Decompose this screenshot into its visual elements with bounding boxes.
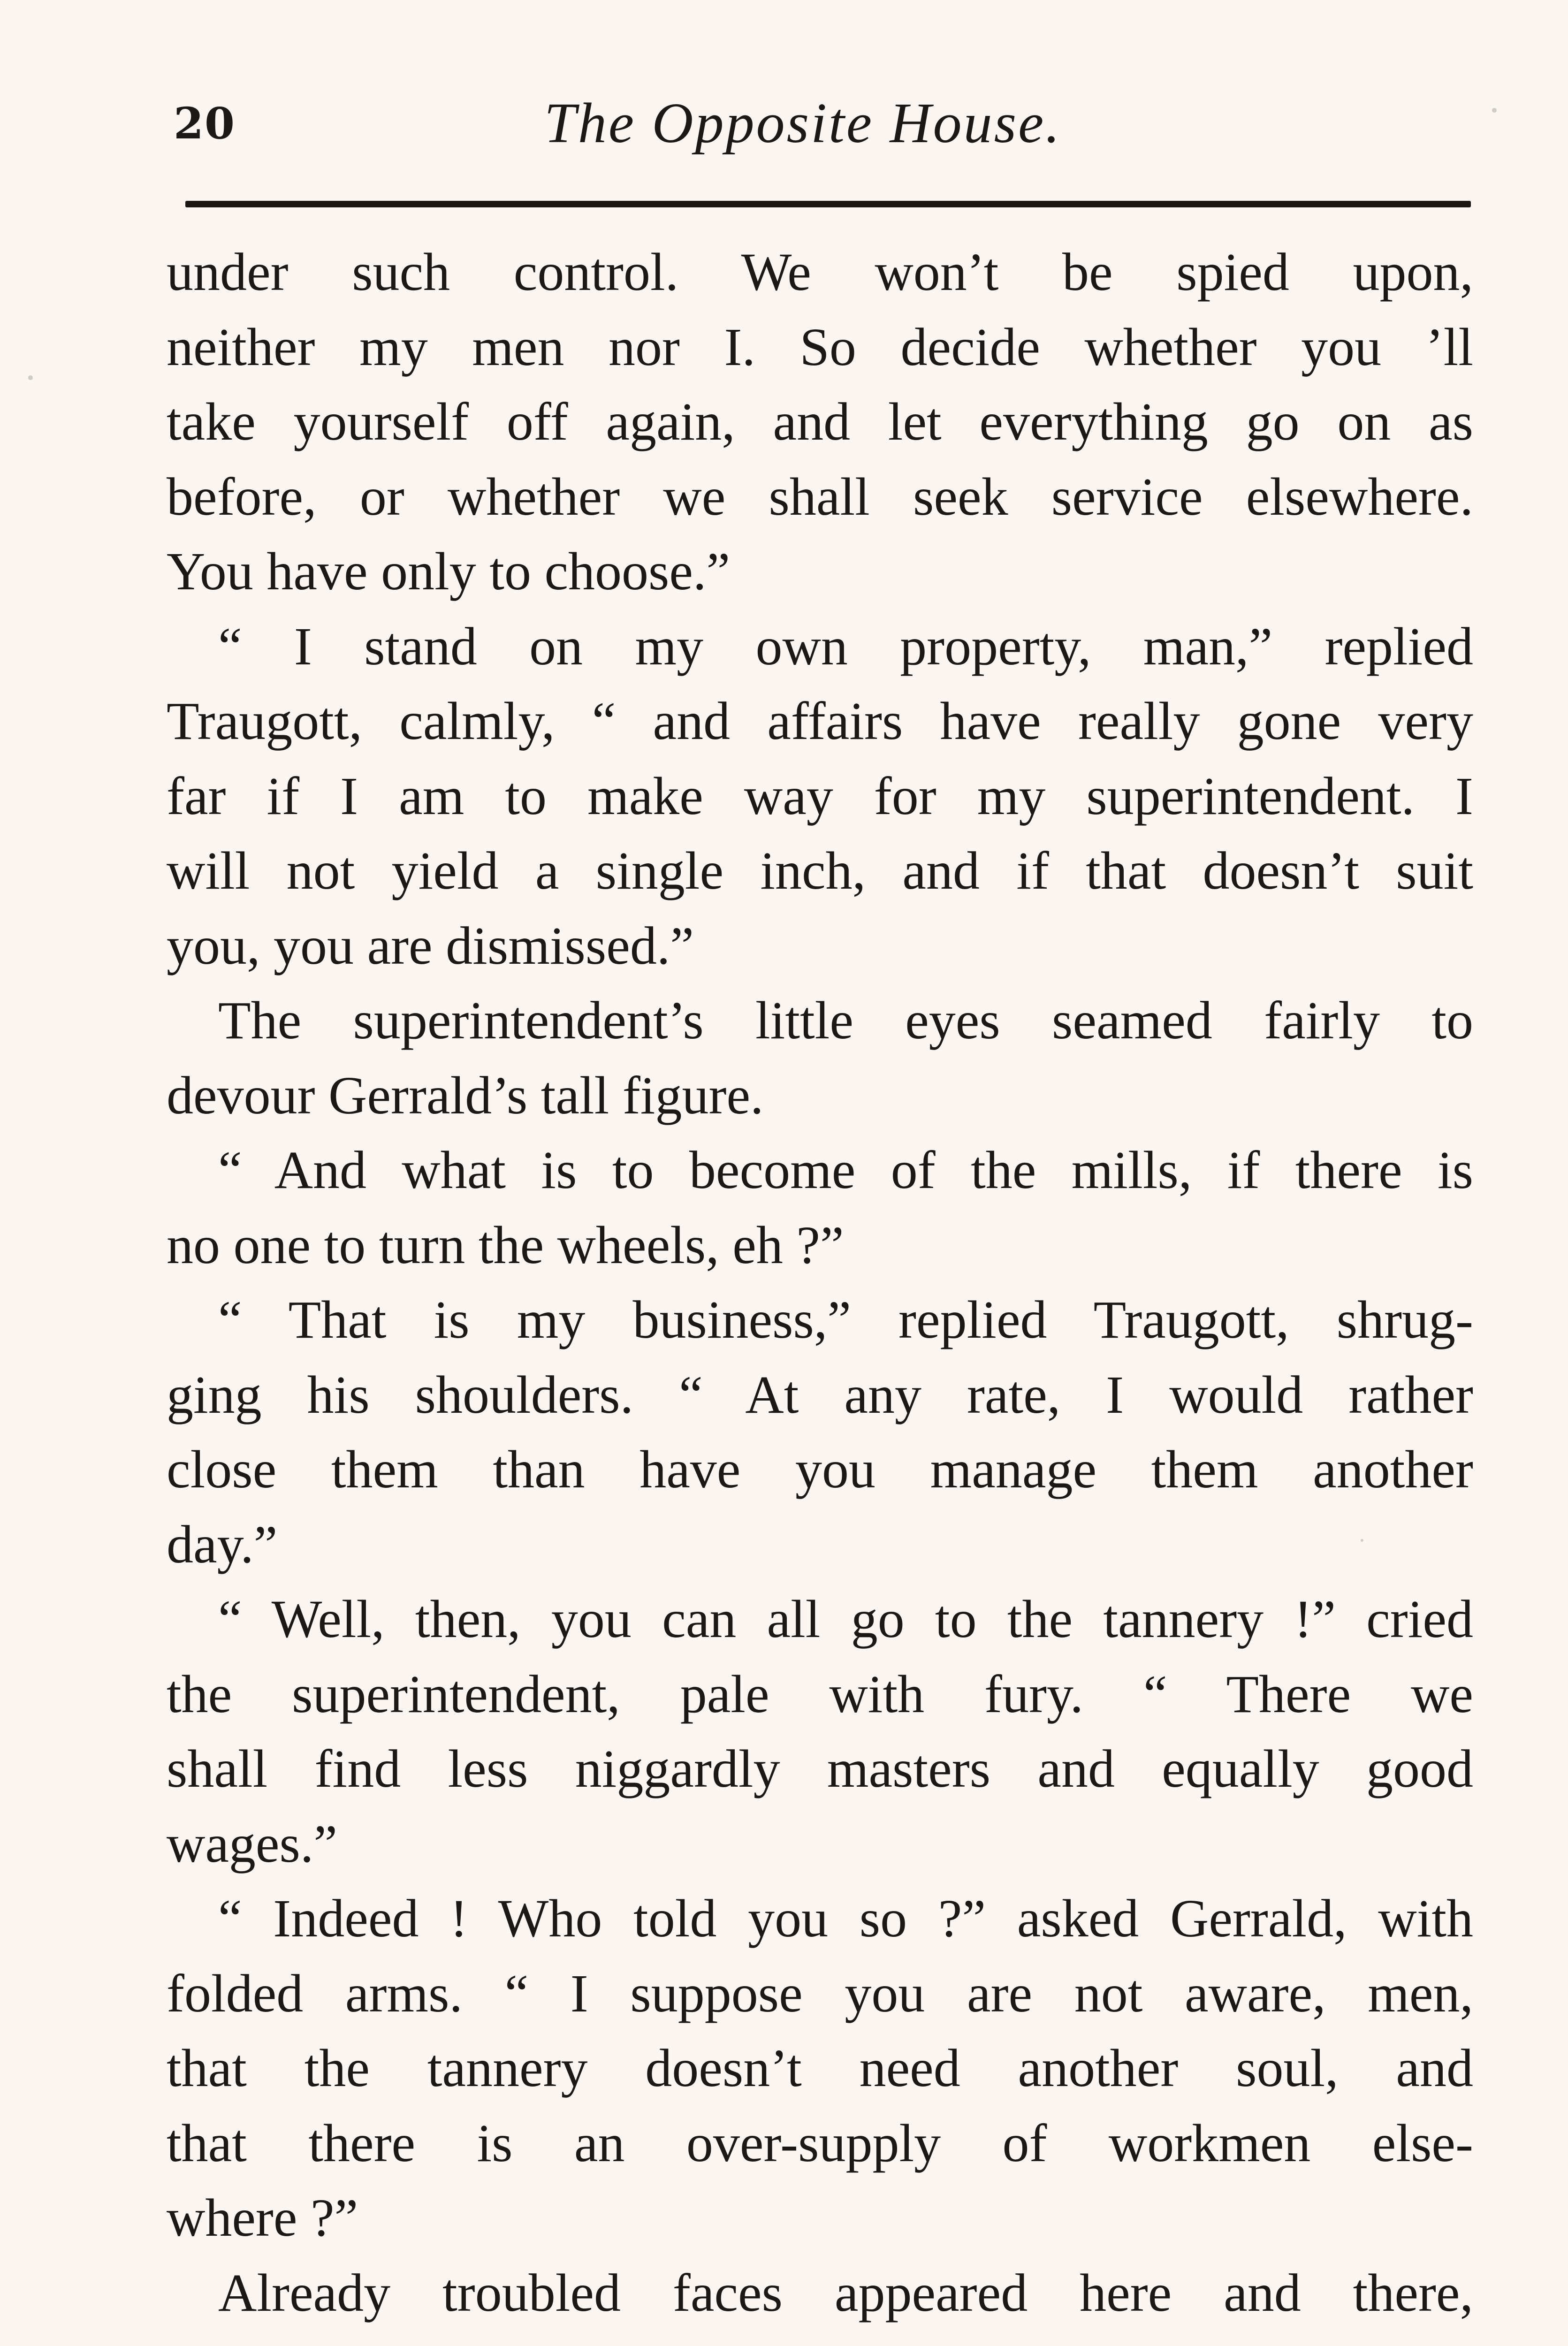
text-line: before, or whether we shall seek service elsewhere. (167, 466, 1473, 526)
text-line: day.” (167, 1514, 278, 1574)
text-line: “ That is my business,” replied Traugott, shrug- (218, 1290, 1473, 1349)
paper-speck (1492, 108, 1497, 113)
page-number: 20 (174, 98, 236, 149)
paper-speck (1361, 1539, 1363, 1542)
text-line: You have only to choose.” (167, 541, 731, 601)
text-line: close them than have you manage them another (167, 1440, 1473, 1499)
text-line: that the tannery doesn’t need another soul, and (167, 2038, 1473, 2098)
text-line: neither my men nor I. So decide whether you ’ll (167, 317, 1473, 377)
text-line: Traugott, calmly, “ and affairs have really gone very (167, 691, 1473, 751)
text-line: Already troubled faces appeared here and there, (218, 2262, 1473, 2323)
text-line: take yourself off again, and let everything go on as (167, 392, 1473, 451)
text-line: “ And what is to become of the mills, if there is (218, 1140, 1473, 1200)
text-line: shall find less niggardly masters and equally good (167, 1739, 1473, 1798)
paper-speck (28, 375, 33, 380)
text-line: wages.” (167, 1813, 337, 1874)
text-line: “ Well, then, you can all go to the tannery !” cried (218, 1589, 1473, 1649)
page-header (174, 82, 1473, 162)
text-line: that there is an over-supply of workmen else- (167, 2113, 1473, 2173)
body-text (167, 235, 1473, 2330)
header-rule (185, 201, 1471, 207)
text-line: “ I stand on my own property, man,” replied (218, 616, 1473, 676)
text-line: ging his shoulders. “ At any rate, I would rather (167, 1364, 1473, 1424)
text-line: where ?” (167, 2188, 358, 2247)
text-line: devour Gerrald’s tall figure. (167, 1065, 764, 1125)
text-line: no one to turn the wheels, eh ?” (167, 1215, 844, 1275)
running-title: The Opposite House. (544, 91, 1062, 155)
text-line: folded arms. “ I suppose you are not aware, men, (167, 1963, 1473, 2023)
text-line: “ Indeed ! Who told you so ?” asked Gerrald, with (218, 1889, 1473, 1948)
text-line: you, you are dismissed.” (167, 915, 694, 975)
text-line: under such control. We won’t be spied upon, (167, 242, 1473, 302)
text-line: will not yield a single inch, and if that doesn’t suit (167, 841, 1473, 900)
text-line: far if I am to make way for my superintendent. I (167, 766, 1473, 826)
text-line: the superintendent, pale with fury. “ There we (167, 1664, 1473, 1724)
text-line: The superintendent’s little eyes seamed fairly to (218, 990, 1473, 1050)
